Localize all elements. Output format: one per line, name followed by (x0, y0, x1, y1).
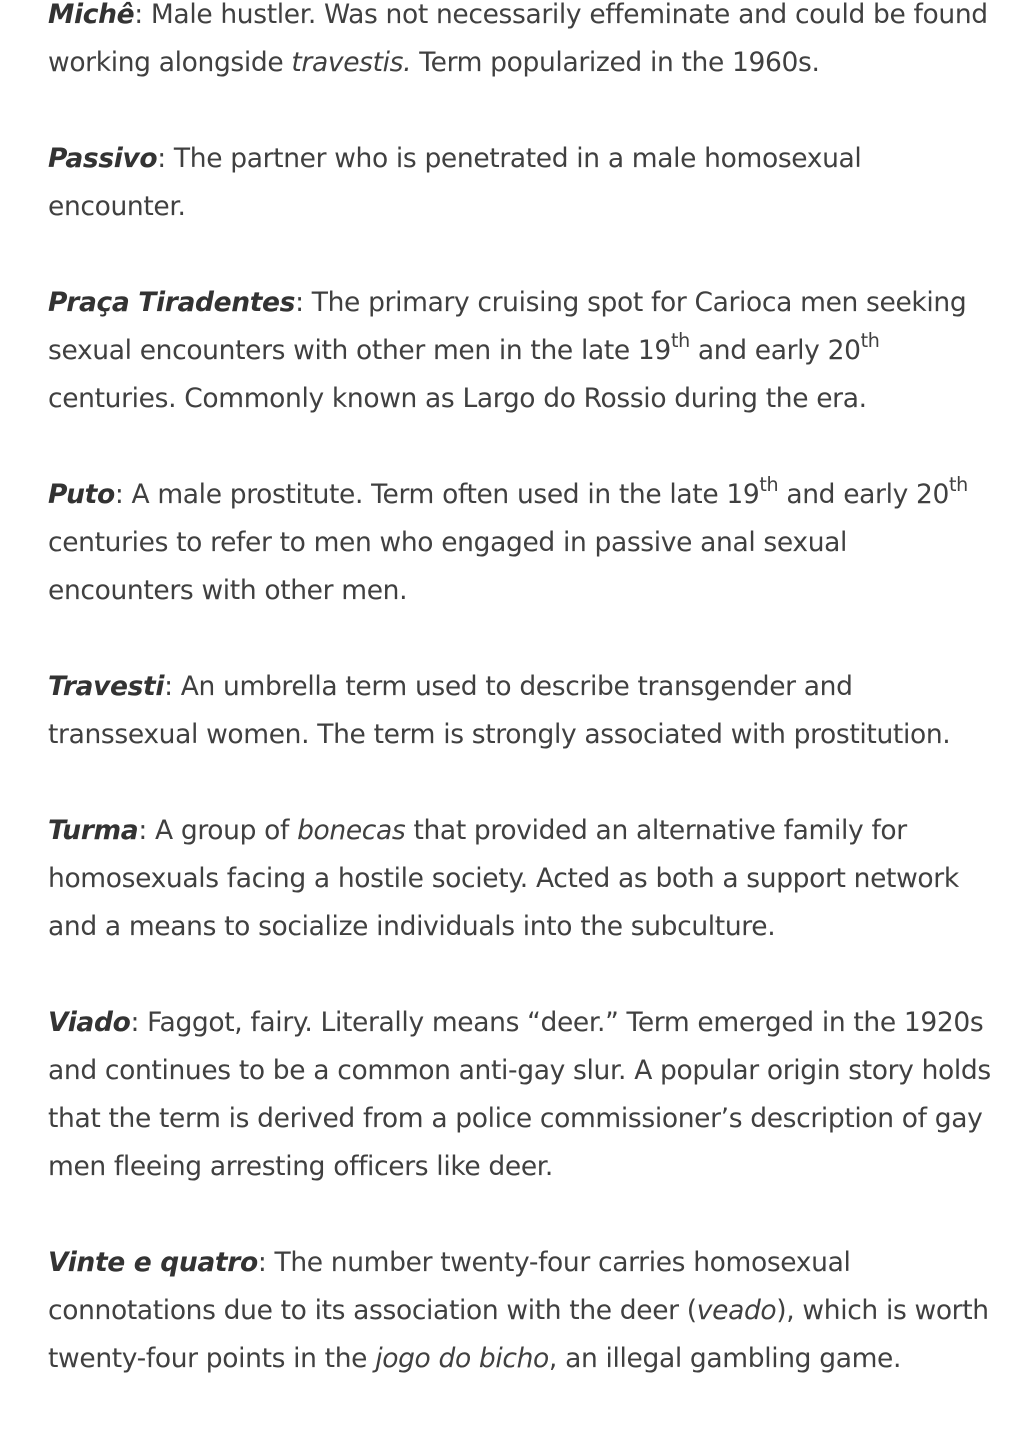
glossary-term: Michê (48, 0, 135, 30)
glossary-entry-miche (48, 0, 998, 87)
definition-text: : An umbrella term used to describe transgender and transsexual women. The term is strongly associated with prostitution. (48, 671, 951, 750)
ordinal-suffix: th (860, 330, 880, 353)
definition-text: : A group of (138, 815, 298, 846)
definition-text: and early 20 (689, 335, 861, 366)
definition-text: : Male hustler. Was not necessarily effeminate and could be found working alongside (48, 0, 988, 78)
glossary-entry-viado (48, 999, 998, 1191)
definition-text: : The partner who is penetrated in a male homosexual encounter. (48, 143, 862, 222)
glossary-term: Turma (48, 815, 139, 846)
glossary-entry-passivo (48, 135, 998, 231)
definition-text: Term popularized in the 1960s. (411, 47, 820, 78)
definition-text: , an illegal gambling game. (548, 1343, 902, 1374)
glossary-entry-puto (48, 471, 998, 615)
definition-text: and early 20 (778, 479, 950, 510)
glossary-entry-travesti (48, 663, 998, 759)
ordinal-suffix: th (759, 474, 779, 497)
glossary-term: Puto (48, 479, 115, 510)
definition-text: : Faggot, fairy. Literally means “deer.” Term emerged in the 1920s and continues to be a common anti-gay slur. A popular origin story holds that the term is derived from a police commissioner’s description of gay men fleeing arresting officers like deer. (48, 1007, 991, 1182)
glossary (48, 0, 998, 1431)
definition-italic: travestis. (291, 47, 412, 78)
definition-text: centuries to refer to men who engaged in passive anal sexual encounters with other men. (48, 527, 848, 606)
ordinal-suffix: th (949, 474, 968, 497)
glossary-entry-turma (48, 807, 998, 951)
ordinal-suffix: th (670, 330, 690, 353)
glossary-term: Praça Tiradentes (48, 287, 296, 318)
definition-text: : The number twenty-four carries homosexual connotations due to its association with the deer ( (48, 1247, 851, 1326)
definition-text: that provided an alternative family for homosexuals facing a hostile society. Acted as both a support network and a means to socialize individuals into the subculture. (48, 815, 959, 942)
definition-text: ), which is worth twenty-four points in the (48, 1295, 989, 1374)
definition-text: : A male prostitute. Term often used in the late 19 (114, 479, 760, 510)
glossary-term: Viado (48, 1007, 131, 1038)
glossary-entry-praca-tiradentes (48, 279, 998, 423)
definition-italic: jogo do bicho (375, 1343, 549, 1374)
glossary-term: Passivo (48, 143, 158, 174)
definition-italic: veado (696, 1295, 777, 1326)
glossary-term: Vinte e quatro (48, 1247, 258, 1278)
definition-text: : The primary cruising spot for Carioca men seeking sexual encounters with other men in the late 19 (48, 287, 967, 366)
glossary-entry-vinte-e-quatro (48, 1239, 998, 1383)
definition-italic: bonecas (297, 815, 406, 846)
glossary-term: Travesti (48, 671, 165, 702)
definition-text: centuries. Commonly known as Largo do Rossio during the era. (48, 383, 867, 414)
